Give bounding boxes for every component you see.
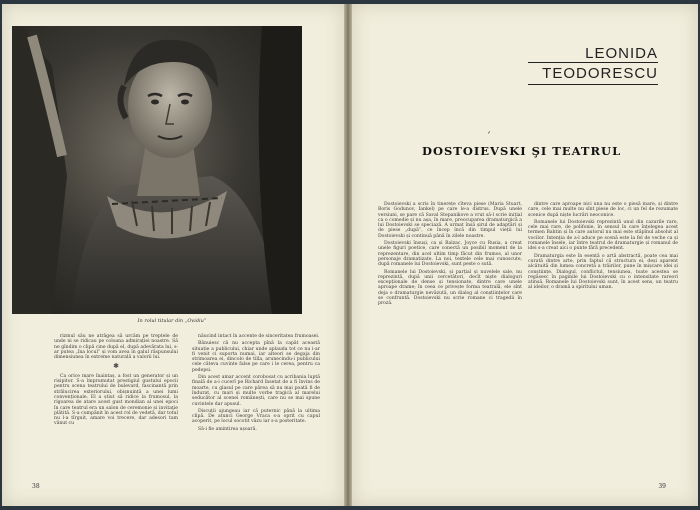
page-number-right: 39 xyxy=(658,483,666,490)
actor-figure-illustration xyxy=(12,26,302,314)
photo-caption: In rolul titular din „Ovidiu” xyxy=(137,318,207,324)
paragraph: Bănuiesc că nu accepta pînă la capăt această situație a publicului, chiar unde aplauda tot ce nu i-ar fi venit ci suporta numai, iar alteori se degaja din strimoarea ei, dincolo de tilla, arunecindu-i publicului cele câteva cuvinte false pe care i le cerea, pentru ca pedepsi. xyxy=(192,341,320,373)
paragraph: năucind intact în accente de sinceritatea frumoasei. xyxy=(198,334,320,339)
paragraph: Să-i fie amintirea ușoară. xyxy=(198,426,257,432)
paragraph: dintre care aproape nici una nu este o piesă mare, și dintre care, cele mai multe nu sînt piese de loc, ci un fel de rezumate scenice după niște lucrări neoconice. xyxy=(528,202,678,218)
author-first-name: LEONIDA xyxy=(585,45,658,62)
paragraph: Dramaturgia este în esență o artă abstractă, poate cea mai curată dintre arte, prin faptul că structura ei, deși aparent alcătuită din lumea concretă a trăirilor, pune în mișcare idei și conștiințe. Dialogul, conflictul, tensiunea, toate acestea se regăsesc în paginile lui Dostoievski cu o intensitate rareori atinsă. Romanele lui Dostoievski sunt, în acest sens, un teatru al ideilor, o dramă a spiritului uman. xyxy=(528,253,678,291)
paragraph: Dostoievski însuși, ca și Balzac, Joyce cu Rusia, a creat unele figuri poetice, care conectă un posibil moment de la reprezentare, din acel ultim timp făcut din frumos, al unor personaje dramatizate. La noi, textele cele mai cunoscute, după romanele lui Dostoievski, sunt peste o sută. xyxy=(378,241,522,268)
right-column-2 xyxy=(528,202,678,293)
page-number-left: 38 xyxy=(32,483,40,490)
paragraph: Discuții ajungeau iar că puternic până la ultima clipă. De atunci George Vraca s-a oprit cu capul acoperit, pe locul socotit văzu iar s-a posteritate. xyxy=(192,408,320,425)
paragraph: Din acest amar accent corobosat cu acribania luptă finală de a-i cucerî pe Richard însetat de a fi învins de moarte, cu glasul pe care părea să nu mai poată fi de îndurat, cu mari și multe vorbe tragică al marelui seducător al scenei românești, care nu se mai spune cuvintele dar apusul. xyxy=(192,375,320,407)
actor-photo xyxy=(12,26,302,314)
paragraph: Dostoievski a scris în tinerețe cîteva piese (Maria Stuart, Boris Godunov, Iankel) pe care le-a distrus. După unele versiuni, se pare că Saval Stepanikove a vrut să-l scrie inițial ca o comedie și nu așa, în mare, preocuparea dramaturgică a lui Dostoievski se speciază. A urmat însă șirul de adaptări și de piese „după”, ce încep încă din timpul vieții lui Dostoievski și continuă până în zilele noastre. xyxy=(378,202,522,239)
author-name xyxy=(488,44,658,84)
paragraph: Romanele lui Dostoievski reprezintă unul din cazurile rare, cele mai rare, de polifonie, în sensul în care înțelegea acest termen Bahtin și în care autorul nu mai este stăpînul absolut al vocilor. Intenția de a-l aduce pe scenă este la fel de veche ca și romanele însele, iar între teatrul de dramaturgie și romanul de idei s-a creat aici o punte fără precedent. xyxy=(528,219,678,252)
paragraph: Romanele lui Dostoievski, și parțial și nuvelele sale, nu reprezintă, după unii cercetători, decît niște dialoguri excepționale de dense și tensionate, dintre care unele aproape drame; în ceea ce privește forma teatrală, ele sînt deja o dramaturgie nevăzută, un dialog al conștiințelor care se confruntă. Dostoievski nu scrie romane ci tragedii în proză. xyxy=(378,269,522,307)
right-page xyxy=(352,4,698,506)
paragraph: rizmul său ne atrăgea să urcăm pe treptele de unde ni se ridicau pe coloana admirației noastre. Să ne gîndim o clipă cine după el, după adevărata lui, s-ar putea „îna locul” și vom avea în galul răspunsului dimensiunea în extreme naturală a valorii lui. xyxy=(54,334,178,361)
right-column-1 xyxy=(378,202,522,309)
author-rule-top xyxy=(528,62,658,63)
paragraph: Ca orice mare înaintaș, a fost un generator și un risipitor. S-a împrumutat prestigiul gustului epocii pentru scena teatrului de bulevard, fascinantă prin strălucirea exteriorului, obișnuință a unei lumi convenționale. El a știut să ridice la frumosul, la rigoarea de atare acest gust mondian al unei epoci în care teatrul era un salon de ceremonie și invitaţie plătită. S-a cumpănit în acest rol de vedetă, dar totul nu l-a tîrguit, amare voi trecere, dar adesori tam vănut cu xyxy=(54,373,178,427)
title-accent-mark: ´ xyxy=(486,132,491,143)
author-rule-bottom xyxy=(528,84,658,85)
article-title: DOSTOIEVSKI ŞI TEATRUL xyxy=(422,144,622,158)
left-column-2 xyxy=(192,334,320,434)
section-separator-asterisk: ✱ xyxy=(113,362,119,371)
left-page xyxy=(2,4,344,506)
left-column-1 xyxy=(54,334,178,429)
author-last-name: TEODORESCU xyxy=(542,65,658,82)
book-gutter xyxy=(344,4,352,506)
